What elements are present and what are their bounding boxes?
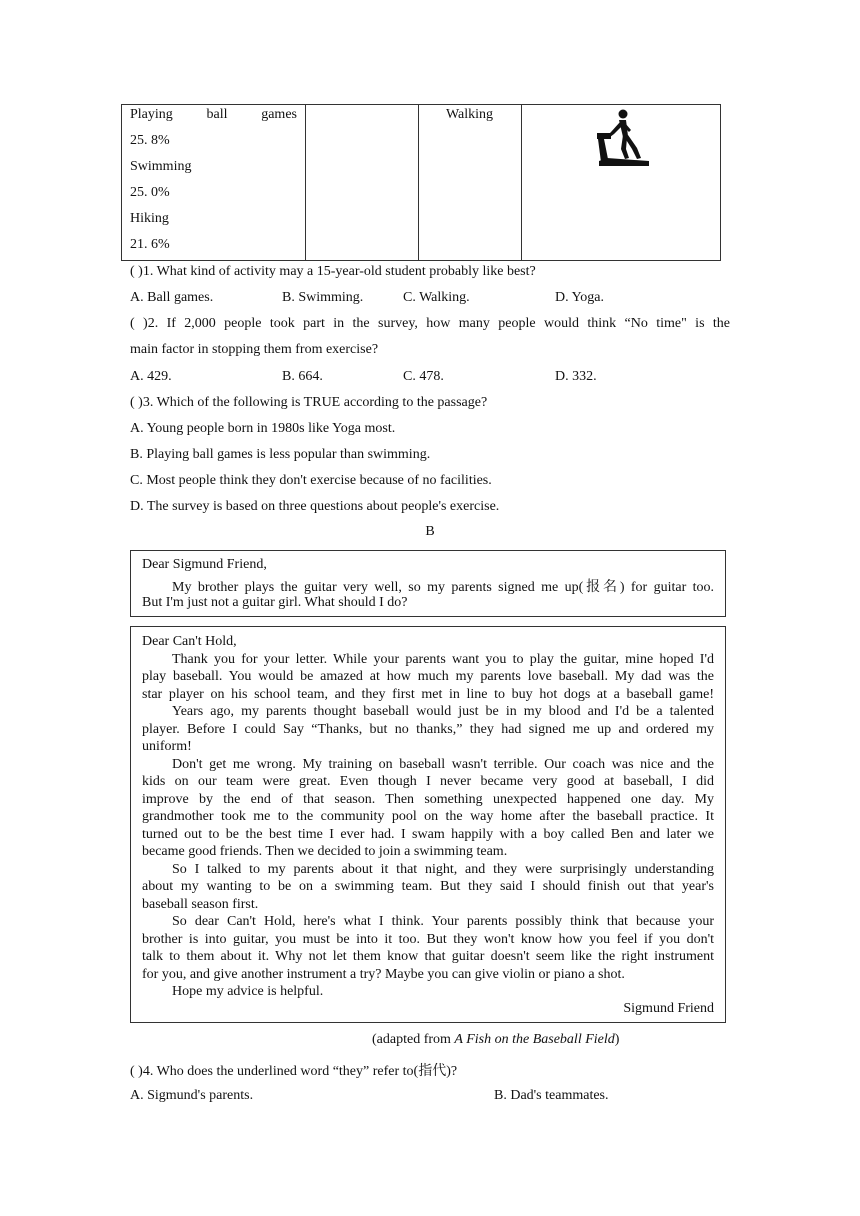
q1-option-b: B. Swimming. [282,290,364,305]
letter-2-line: turned out to be the best time I ever had. I swam happily with a boy called Ben and later we [142,826,714,842]
letter-2-line: player. Before I could Say “Thanks, but no thanks,” they had signed me up and ordered my [142,721,714,737]
letter-2-signature: Sigmund Friend [623,1001,714,1016]
question-3: ( )3. Which of the following is TRUE according to the passage? [130,395,488,410]
letter-2-line: star player on his school team, and they first met in line to buy hot dogs at a baseball game! [142,686,714,702]
source-prefix: (adapted from [372,1032,455,1047]
hiking-percent: 21. 6% [130,237,170,252]
letter-2-line: Don't get me wrong. My training on baseball wasn't terrible. Our coach was nice and the [172,756,714,772]
letter-2-line: about my wanting to be on a swimming team. But they said I should finish out that year's [142,879,714,894]
letter-2-greeting: Dear Can't Hold, [142,634,237,649]
swimming-label: Swimming [130,159,192,174]
letter-2-line: kids on our team were great. Even though I never became very good at baseball, I did [142,774,714,789]
q2-option-b: B. 664. [282,369,323,384]
letter-2-box [130,626,726,1023]
letter-2-line: uniform! [142,739,192,754]
letter-1-line-1: My brother plays the guitar very well, so my parents signed me up(报名) for guitar too. [172,580,714,595]
letter-2-line: baseball season first. [142,896,259,912]
q1-option-a: A. Ball games. [130,290,214,305]
letter-2-line: brother is into guitar, you must be into it too. But they won't know how you feel if you don't [142,931,714,947]
table-cell-walking [418,105,522,260]
source-title: A Fish on the Baseball Field [454,1032,615,1047]
playing-ball-games-label [130,107,297,123]
question-2-line-2: main factor in stopping them from exercise? [130,342,379,357]
letter-2-line: Years ago, my parents thought baseball would just be in my blood and I'd be a talented [172,704,714,719]
letter-2-line: talk to them about it. Why not let them know that guitar doesn't seem like the right instrument [142,949,714,964]
source-citation [372,1032,619,1048]
q2-option-a: A. 429. [130,369,172,384]
letter-1-line-2: But I'm just not a guitar girl. What should I do? [142,595,408,610]
letter-2-line: became good friends. Then we decided to join a swimming team. [142,844,508,859]
swimming-percent: 25. 0% [130,185,170,200]
source-suffix: ) [614,1032,620,1047]
treadmill-walker-icon [595,108,653,168]
letter-2-line: Hope my advice is helpful. [172,984,324,999]
hiking-label: Hiking [130,211,169,226]
word-playing: Playing [130,107,173,122]
q3-option-b: B. Playing ball games is less popular than swimming. [130,447,431,462]
letter-2-line: grandmother took me to the community pool on the way home after the baseball practice. It [142,809,714,824]
q3-option-c: C. Most people think they don't exercise because of no facilities. [130,473,492,488]
table-cell-activities [122,105,306,260]
table-cell-empty [305,105,419,260]
q2-option-d: D. 332. [555,369,597,384]
question-4: ( )4. Who does the underlined word “they” refer to(指代)? [130,1064,458,1079]
q1-option-d: D. Yoga. [555,290,605,305]
q1-option-c: C. Walking. [403,290,470,305]
letter-1-greeting: Dear Sigmund Friend, [142,557,267,572]
q4-option-a: A. Sigmund's parents. [130,1088,254,1103]
survey-table [121,104,721,261]
section-b-heading: B [425,524,435,539]
letter-2-line: play baseball. You would be amazed at how much my parents love baseball. My dad was the [142,669,714,684]
word-games: games [261,107,297,122]
letter-2-line: So I talked to my parents about it that night, and they were surprisingly understanding [172,861,714,877]
question-2-line-1: ( )2. If 2,000 people took part in the survey, how many people would think “No time" is the [130,316,730,331]
letter-2-line: improve by the end of that season. Then something unexpected happened one day. My [142,791,714,807]
q4-option-b: B. Dad's teammates. [494,1088,609,1103]
letter-2-line: So dear Can't Hold, here's what I think. Your parents possibly think that because your [172,914,714,929]
letter-2-line: Thank you for your letter. While your parents want you to play the guitar, mine hoped I'd [172,651,714,667]
letter-1-box [130,550,726,617]
ball-games-percent: 25. 8% [130,133,170,148]
walking-label: Walking [445,107,494,122]
table-cell-image [521,105,721,260]
q2-option-c: C. 478. [403,369,444,384]
letter-2-line: for you, and give another instrument a try? Maybe you can give violin or piano a shot. [142,966,625,982]
q3-option-d: D. The survey is based on three questions about people's exercise. [130,499,500,514]
word-ball: ball [206,107,228,122]
question-1: ( )1. What kind of activity may a 15-year-old student probably like best? [130,264,536,279]
q3-option-a: A. Young people born in 1980s like Yoga most. [130,421,396,436]
